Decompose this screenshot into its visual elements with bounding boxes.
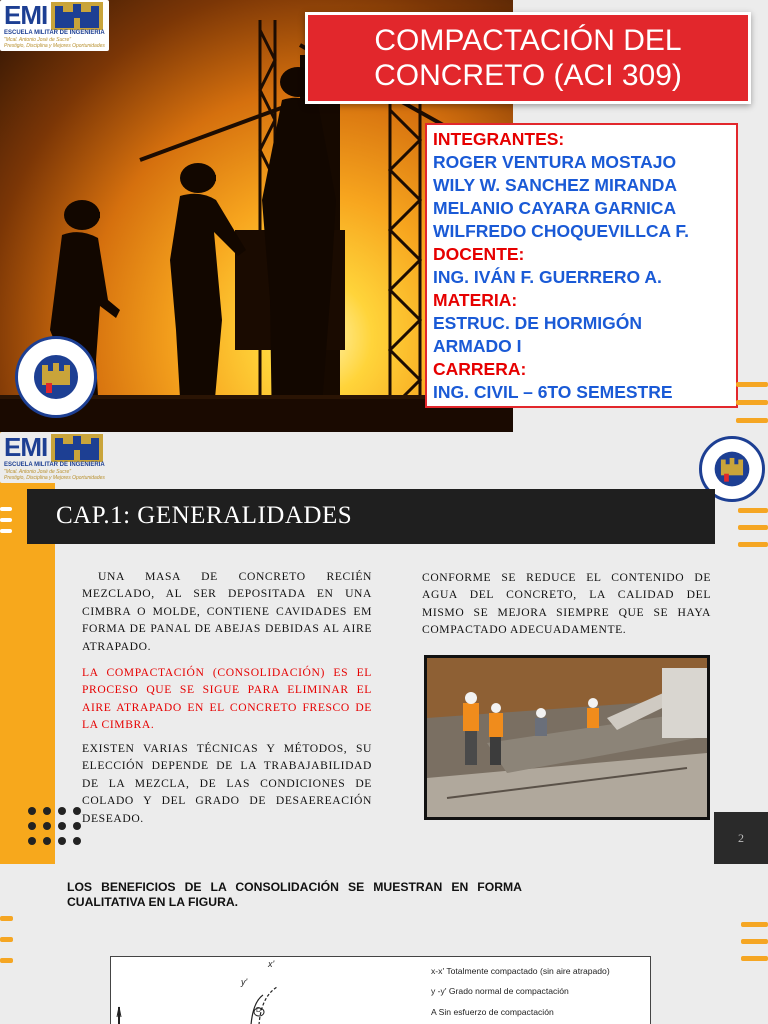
chapter-heading: CAP.1: GENERALIDADES xyxy=(56,502,353,529)
decorative-dashes-left xyxy=(0,916,13,963)
benefits-text: LOS BENEFICIOS DE LA CONSOLIDACIÓN SE MUESTRAN EN FORMA CUALITATIVA EN LA FIGURA. xyxy=(67,880,522,909)
paragraph-1: UNA MASA DE CONCRETO RECIÉN MEZCLADO, AL SER DEPOSITADA EN UNA CIMBRA O MOLDE, CONTIENE CAVIDADES EM FORMA DE PANAL DE ABEJAS DEBIDAS AL AIRE ATRAPADO. xyxy=(82,570,372,653)
credit-value: ING. CIVIL – 6TO SEMESTRE xyxy=(433,382,673,402)
title-slide xyxy=(0,0,768,432)
emi-logo xyxy=(0,0,109,51)
legend-item: x-x' Totalmente compactado (sin aire atrapado) xyxy=(431,966,610,976)
credit-heading: DOCENTE: xyxy=(433,244,525,264)
page-title: COMPACTACIÓN DEL CONCRETO (ACI 309) xyxy=(374,24,682,92)
credit-heading: MATERIA: xyxy=(433,290,518,310)
castle-seal-icon xyxy=(18,339,94,415)
credit-value: WILFREDO CHOQUEVILLCA F. xyxy=(433,221,690,241)
paragraph-3: EXISTEN VARIAS TÉCNICAS Y MÉTODOS, SU ELECCIÓN DEPENDE DE LA TRABAJABILIDAD DE LA MEZCLA, DE LAS CONDICIONES DE COLADO Y DEL GRADO DE DESAEREACIÓN DESEADO. xyxy=(82,742,372,825)
page-number: 2 xyxy=(714,812,768,864)
credit-heading: CARRERA: xyxy=(433,359,527,379)
emi-logo-motto-2: Prestigio, Disciplina y Mejores Oportunidades xyxy=(4,475,105,481)
paragraph-2-highlight: LA COMPACTACIÓN (CONSOLIDACIÓN) ES EL PROCESO QUE SE SIGUE PARA ELIMINAR EL AIRE ATRAPADO EN EL CONCRETO FRESCO DE LA CIMBRA. xyxy=(82,666,372,732)
credit-value: ROGER VENTURA MOSTAJO xyxy=(433,152,677,172)
decorative-dot-grid xyxy=(28,807,81,845)
credit-value: ARMADO I xyxy=(433,336,522,356)
benefits-slide xyxy=(0,864,768,1024)
decorative-dashes-right xyxy=(741,922,768,961)
emi-logo xyxy=(0,432,109,483)
concrete-workers-graphic xyxy=(427,658,707,817)
credit-value: ING. IVÁN F. GUERRERO A. xyxy=(433,267,662,287)
credit-heading: INTEGRANTES: xyxy=(433,129,565,149)
credit-value: MELANIO CAYARA GARNICA xyxy=(433,198,677,218)
emi-logo-motto-2: Prestigio, Disciplina y Mejores Oportunidades xyxy=(4,43,105,49)
label-x-prime: x' xyxy=(268,959,275,969)
emi-logo-text: EMI xyxy=(4,0,48,30)
paragraph-4: CONFORME SE REDUCE EL CONTENIDO DE AGUA DEL CONCRETO, LA CALIDAD DEL MISMO SE MEJORA SIEMPRE QUE SE HAYA COMPACTADO ADECUADAMENTE. xyxy=(422,571,711,637)
castle-icon xyxy=(51,434,103,462)
legend-item: A Sin esfuerzo de compactación xyxy=(431,1007,554,1017)
decorative-dashes xyxy=(736,382,768,432)
generalidades-slide xyxy=(0,432,768,864)
legend-item: y -y' Grado normal de compactación xyxy=(431,986,569,996)
label-y-prime: y' xyxy=(241,977,248,987)
credit-value: ESTRUC. DE HORMIGÓN xyxy=(433,313,643,333)
credit-value: WILY W. SANCHEZ MIRANDA xyxy=(433,175,678,195)
emi-logo-motto: "Mcal. Antonio José de Sucre" xyxy=(4,37,72,43)
civil-engineering-seal xyxy=(15,336,97,418)
concrete-pouring-photo xyxy=(424,655,710,820)
credits-box xyxy=(425,123,738,408)
decorative-dashes xyxy=(0,507,12,533)
emi-logo-subtitle: ESCUELA MILITAR DE INGENIERIA xyxy=(4,462,105,468)
emi-logo-subtitle: ESCUELA MILITAR DE INGENIERIA xyxy=(4,30,105,36)
emi-logo-text: EMI xyxy=(4,432,48,462)
emi-logo-motto: "Mcal. Antonio José de Sucre" xyxy=(4,469,72,475)
label-d: D xyxy=(256,1007,262,1014)
compaction-figure xyxy=(110,956,651,1024)
title-banner xyxy=(305,12,751,104)
decorative-dashes-right xyxy=(738,508,768,547)
castle-icon xyxy=(51,2,103,30)
